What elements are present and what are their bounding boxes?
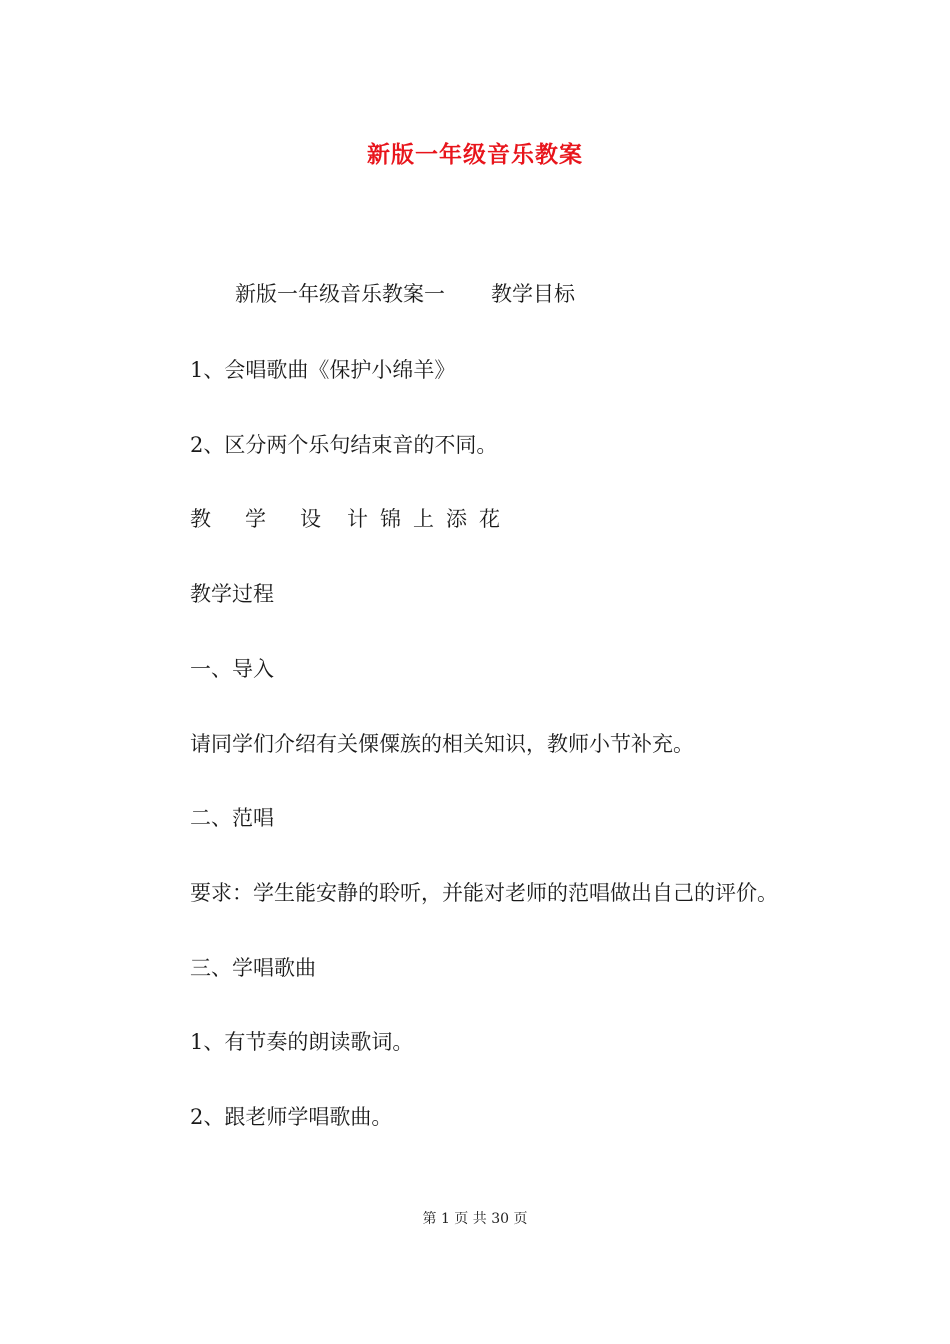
page-footer: 第 1 页 共 30 页 xyxy=(422,1211,528,1227)
step-2-body: 要求：学生能安静的聆听，并能对老师的范唱做出自己的评价。 xyxy=(190,881,778,905)
page-title: 新版一年级音乐教案 xyxy=(367,141,583,168)
objective-2: 2、区分两个乐句结束音的不同。 xyxy=(190,433,498,457)
step-1-heading: 一、导入 xyxy=(190,657,274,681)
step-3-heading: 三、学唱歌曲 xyxy=(190,956,316,980)
lesson-name: 新版一年级音乐教案一 xyxy=(235,282,445,306)
step-3-item-2: 2、跟老师学唱歌曲。 xyxy=(190,1105,393,1129)
design-char: 锦 xyxy=(380,507,401,531)
process-heading: 教学过程 xyxy=(190,582,274,606)
step-2-heading: 二、范唱 xyxy=(190,806,274,830)
design-char: 教 xyxy=(190,507,211,531)
design-char: 计 xyxy=(347,507,368,531)
step-3-item-1: 1、有节奏的朗读歌词。 xyxy=(190,1030,414,1054)
design-char: 花 xyxy=(479,507,500,531)
section-name: 教学目标 xyxy=(491,282,575,306)
design-char: 添 xyxy=(446,507,467,531)
lesson-subheading xyxy=(235,278,575,308)
objective-1: 1、会唱歌曲《保护小绵羊》 xyxy=(190,358,456,382)
step-1-body: 请同学们介绍有关傈僳族的相关知识，教师小节补充。 xyxy=(190,732,694,756)
design-line xyxy=(190,503,500,533)
design-char: 上 xyxy=(413,507,434,531)
design-char: 设 xyxy=(300,507,321,531)
design-char: 学 xyxy=(245,507,266,531)
